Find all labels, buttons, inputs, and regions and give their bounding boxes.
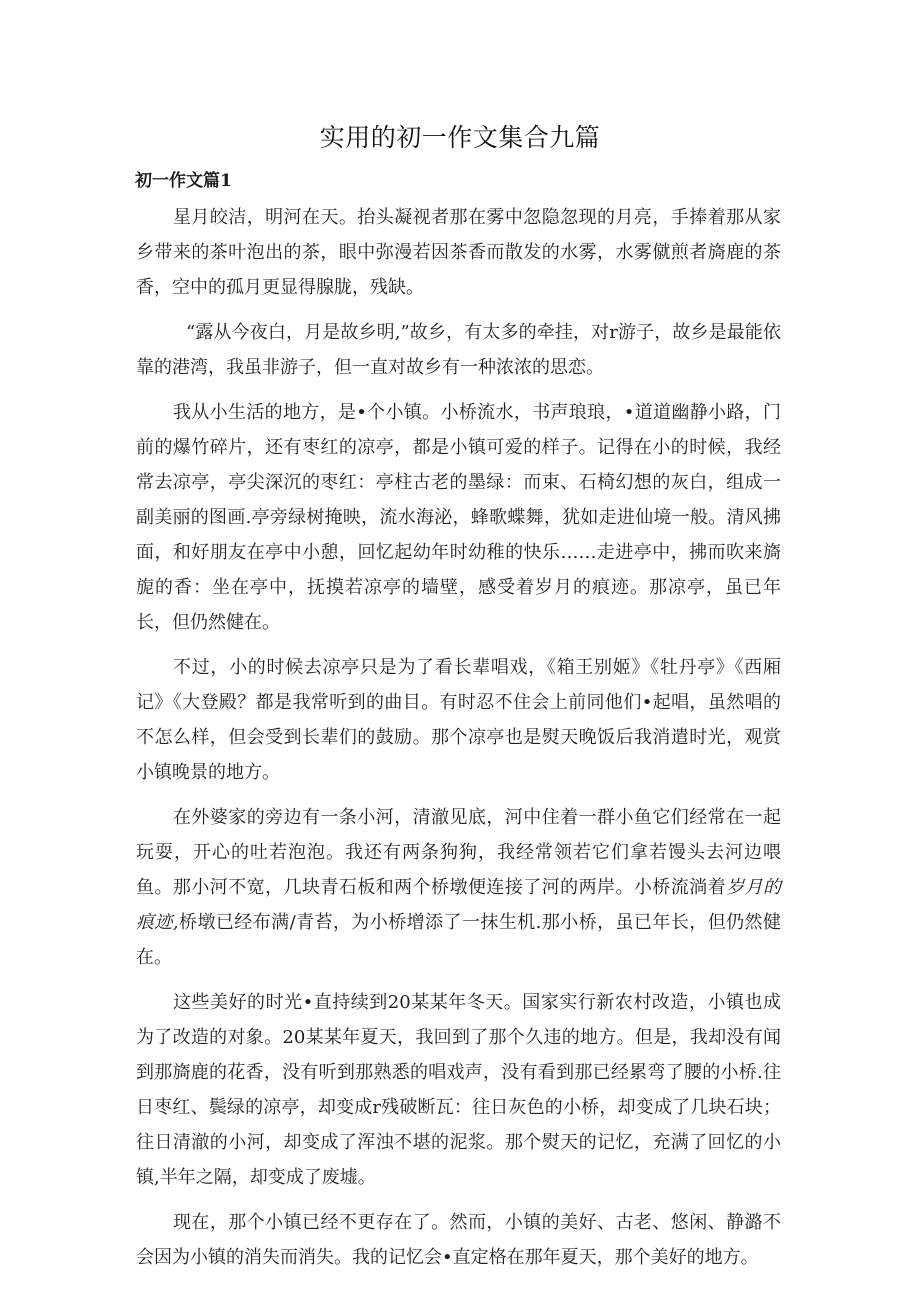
paragraph-6: 这些美好的时光•直持续到20某某年冬天。国家实行新农村改造，小镇也成为了改造的对象。20某某年夏天，我回到了那个久违的地方。但是，我却没有闻到那旖鹿的花香，没有听到那熟悉的唱戏声，没有看到那已经累弯了腰的小桥.往日枣红、鬓绿的凉亭，却变成r残破断瓦：往日灰色的小桥，却变成了几块石块；往日清澈的小河，却变成了浑浊不堪的泥浆。那个熨天的记忆，充满了回忆的小镇,半年之隔，却变成了废墟。 bbox=[136, 992, 781, 1188]
paragraph-5 bbox=[136, 800, 781, 975]
paragraph-4: 不过，小的时候去凉亭只是为了看长辈唱戏，《箱王别姬》《牡丹亭》《西厢记》《大登殿？都是我常听到的曲目。有时忍不住会上前同他们•起唱，虽然唱的不怎么样，但会受到长辈们的鼓励。那个凉亭也是熨天晚饭后我消遣时光，观赏小镇晚景的地方。 bbox=[136, 657, 781, 783]
paragraph-5-part-2: 桥墩已经布满/青苔，为小桥增添了一抹生机.那小桥，虽已年长，但仍然健在。 bbox=[136, 912, 781, 968]
paragraph-1: 星月皎洁，明河在天。抬头凝视者那在雾中忽隐忽现的月亮，手捧着那从家乡带来的茶叶泡出的茶，眼中弥漫若因茶香而散发的水雾，水雾僦煎者旖鹿的茶香，空中的孤月更显得腺胧，残缺。 bbox=[136, 207, 781, 298]
essay-body bbox=[136, 200, 781, 1285]
paragraph-3: 我从小生活的地方，是•个小镇。小桥流水，书声琅琅，•道道幽静小路，门前的爆竹碎片，还有枣红的凉亭，都是小镇可爱的样子。记得在小的时候，我经常去凉亭，亭尖深沉的枣红：亭柱古老的墨绿：而束、石椅幻想的灰白，组成一副美丽的图画.亭旁绿树掩映，流水海泌，蜂歌蝶舞，犹如走进仙境一般。清风拂面，和好朋友在亭中小憩，回忆起幼年时幼稚的快乐……走进亭中，拂而吹来旖旎的香：坐在亭中，抚摸若凉亭的墙壁，感受着岁月的痕迹。那凉亭，虽已年长，但仍然健在。 bbox=[136, 402, 781, 633]
paragraph-5-part-1: 在外婆家的旁边有一条小河，清澈见底，河中住着一群小鱼它们经常在一起玩耍，开心的吐若泡泡。我还有两条狗狗，我经常领若它们拿若馒头去河边喂鱼。那小河不宽，几块青石板和两个桥墩便连接了河的两岸。小桥流淌着 bbox=[136, 807, 781, 898]
paragraph-7: 现在，那个小镇已经不更存在了。然而，小镇的美好、古老、悠闲、静潞不会因为小镇的消失而消失。我的记忆会•直定格在那年夏天，那个美好的地方。 bbox=[136, 1212, 781, 1268]
paragraph-2: “露从今夜白，月是故乡明,”故乡，有太多的牵挂，对r游子，故乡是最能依靠的港湾，我虽非游子，但一直对故乡有一种浓浓的思恋。 bbox=[136, 322, 781, 378]
section-heading: 初一作文篇1 bbox=[135, 171, 232, 191]
document-title: 实用的初一作文集合九篇 bbox=[319, 123, 601, 152]
paragraph-5-italic: 岁月的痕迹, bbox=[136, 877, 782, 933]
